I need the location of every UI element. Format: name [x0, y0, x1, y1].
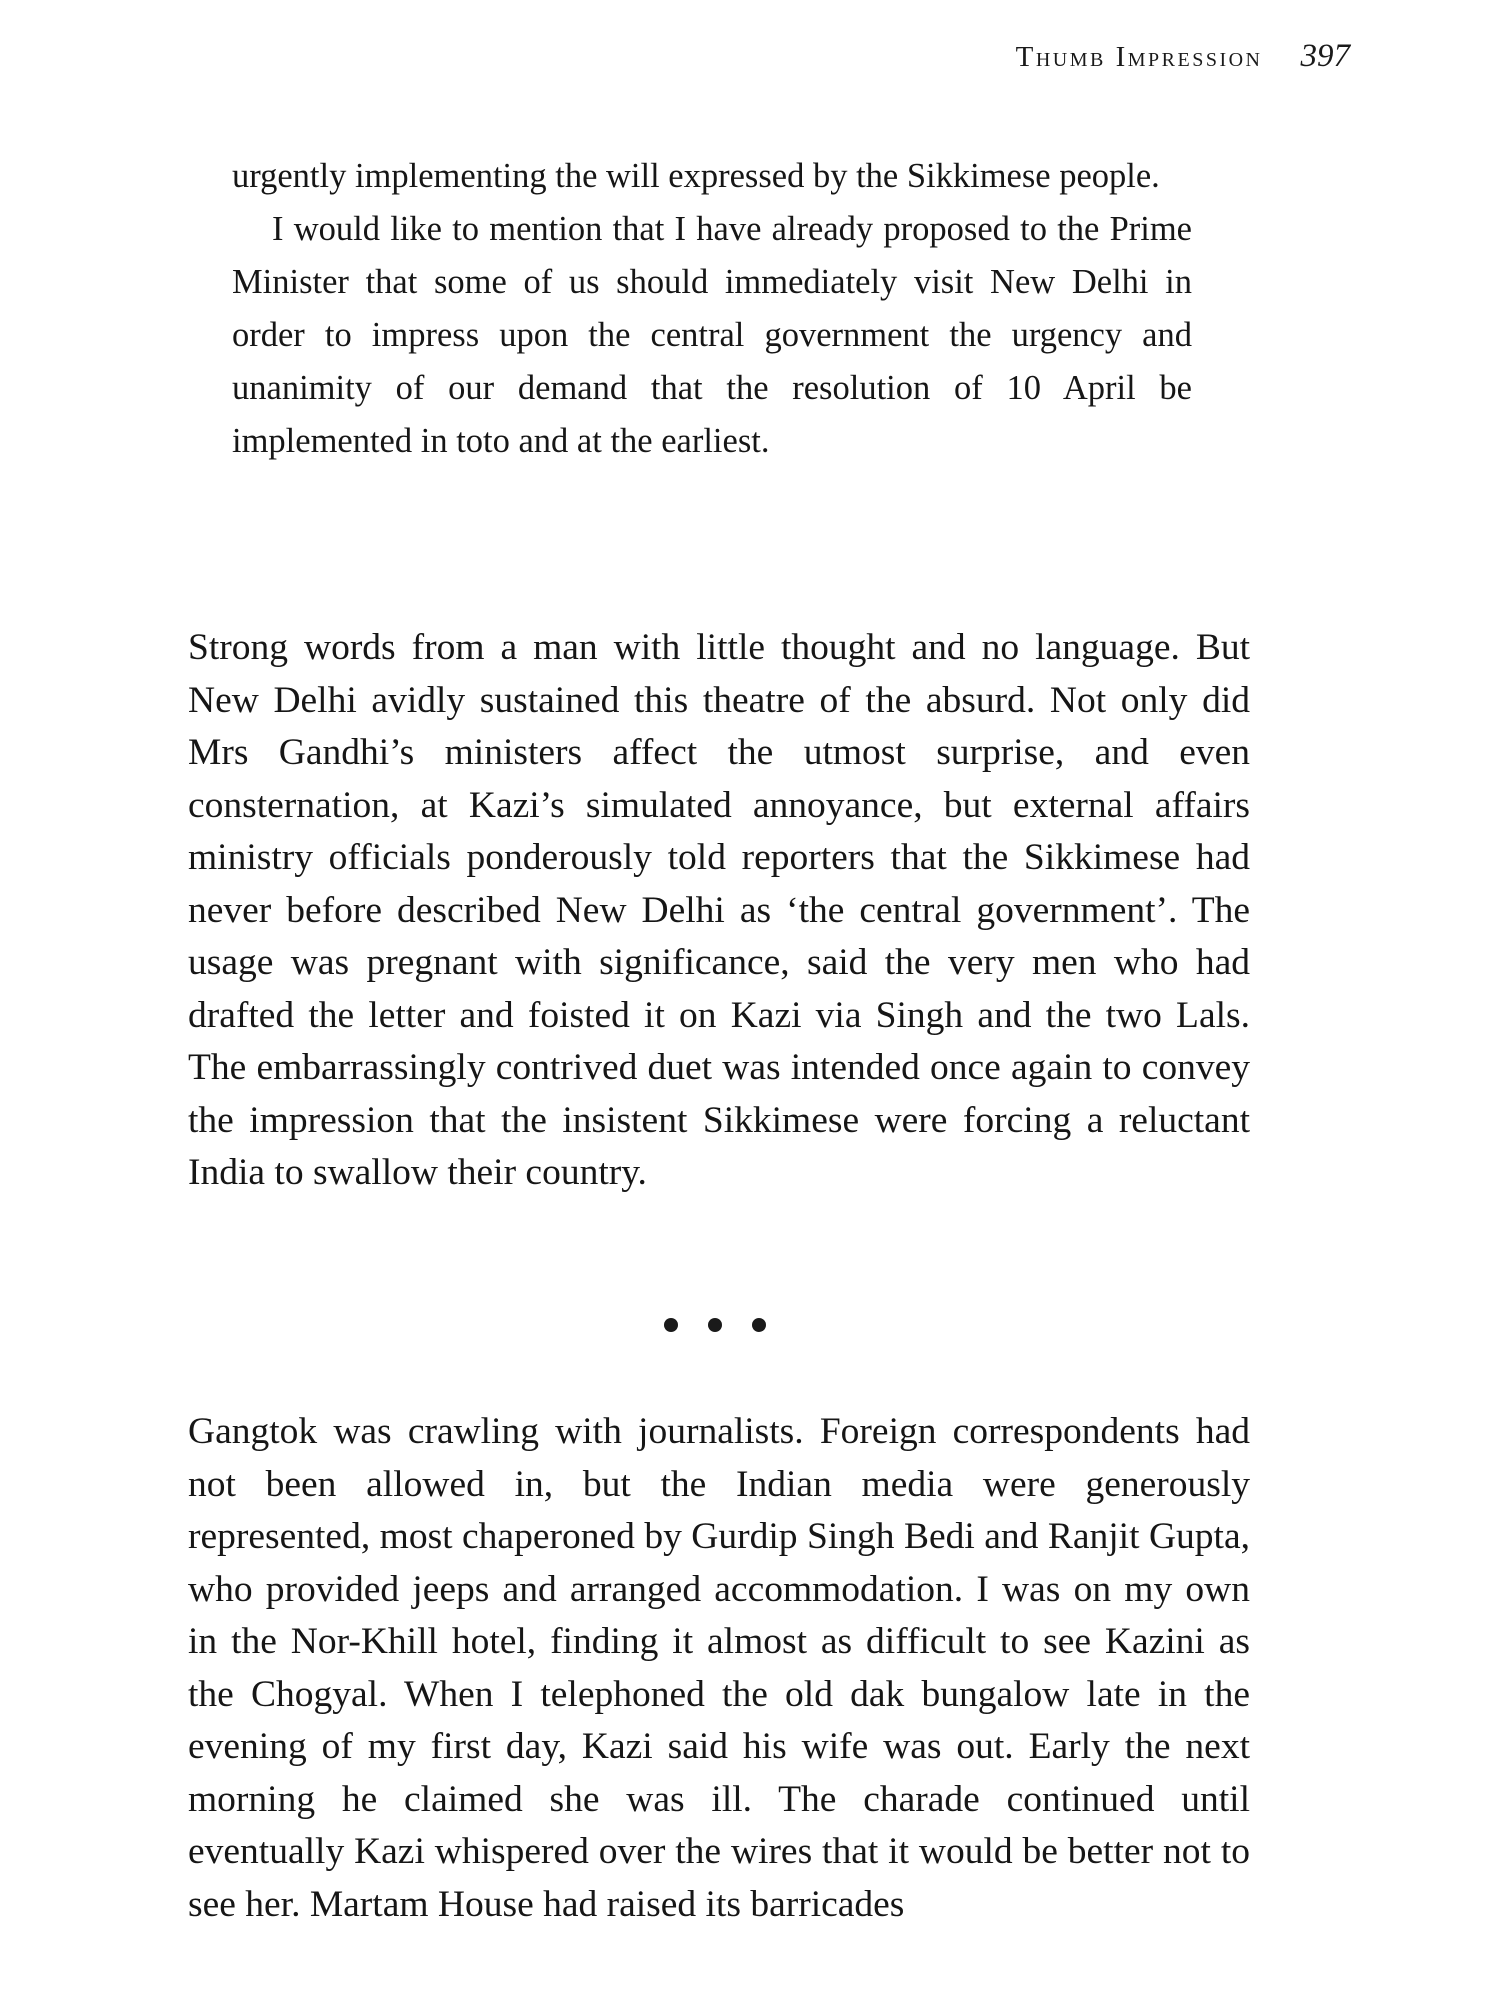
body-paragraph: Strong words from a man with little thought and no language. But New Delhi avidly sustained this theatre of the absurd. Not only did Mrs Gandhi’s ministers affect the utmost surprise, and even consternation, at Kazi’s simulated annoyance, but external affairs ministry officials ponderously told reporters that the Sikkimese had never before described New Delhi as ‘the central government’. The usage was pregnant with significance, said the very men who had drafted the letter and foisted it on Kazi via Singh and the two Lals. The embarrassingly contrived duet was intended once again to convey the impression that the insistent Sikkimese were forcing a reluctant India to swallow their country.	[188, 627, 1250, 1193]
section-break-dot	[664, 1318, 678, 1332]
block-quote	[232, 150, 1192, 468]
section-break-dot	[708, 1318, 722, 1332]
running-title: Thumb Impression	[1015, 41, 1263, 73]
section-break-dot	[752, 1318, 766, 1332]
page-number: 397	[1300, 38, 1350, 74]
quote-paragraph: urgently implementing the will expressed by the Sikkimese people.	[232, 157, 1160, 195]
section-break	[664, 1318, 766, 1332]
running-head	[1016, 38, 1350, 75]
quote-paragraph: I would like to mention that I have already proposed to the Prime Minister that some of us should immediately visit New Delhi in order to impress upon the central government the urgency and unanimity of our demand that the resolution of 10 April be implemented in toto and at the earliest.	[232, 210, 1192, 460]
body-paragraph: Gangtok was crawling with journalists. Foreign correspondents had not been allowed in, but the Indian media were generously represented, most chaperoned by Gurdip Singh Bedi and Ranjit Gupta, who provided jeeps and arranged accommodation. I was on my own in the Nor-Khill hotel, finding it almost as difficult to see Kazini as the Chogyal. When I telephoned the old dak bungalow late in the evening of my first day, Kazi said his wife was out. Early the next morning he claimed she was ill. The charade continued until eventually Kazi whispered over the wires that it would be better not to see her. Martam House had raised its barricades	[188, 1411, 1250, 1925]
